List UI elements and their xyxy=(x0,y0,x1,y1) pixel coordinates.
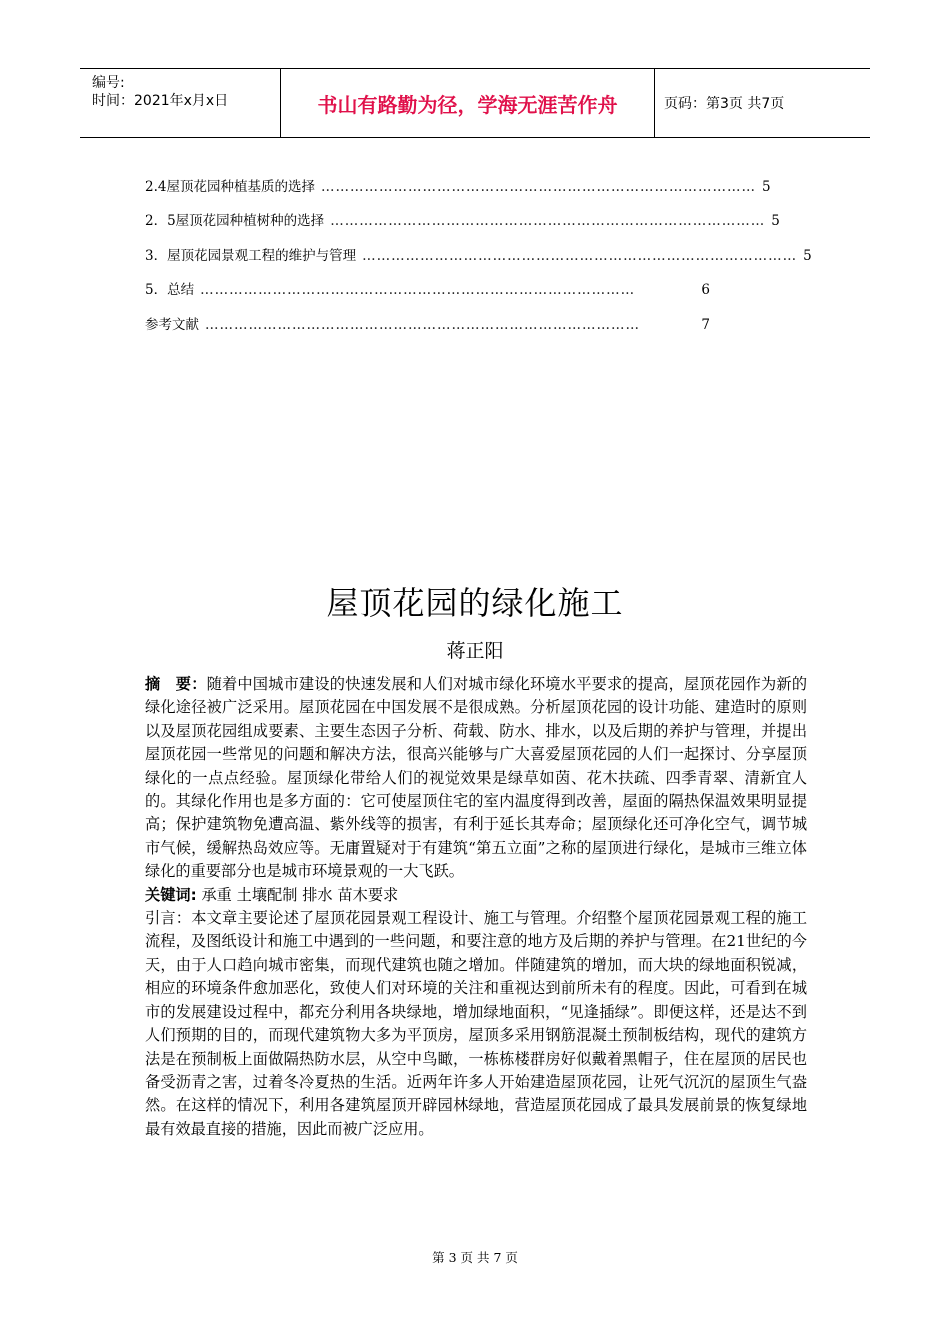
toc-leader: ……………………………………………………………………………… xyxy=(200,282,636,298)
abstract-text: 随着中国城市建设的快速发展和人们对城市绿化环境水平要求的提高，屋顶花园作为新的绿化途径被广泛采用。屋顶花园在中国发展不是很成熟。分析屋顶花园的设计功能、建造时的原则以及屋顶花园组成要素、主要生态因子分析、荷载、防水、排水，以及后期的养护与管理，并提出屋顶花园一些常见的问题和解决方法，很高兴能够与广大喜爱屋顶花园的人们一起探讨、分享屋顶绿化的一点点经验。屋顶绿化带给人们的视觉效果是绿草如茵、花木扶疏、四季青翠、清新宜人的。其绿化作用也是多方面的：它可使屋顶住宅的室内温度得到改善，屋面的隔热保温效果明显提高；保护建筑物免遭高温、紫外线等的损害，有利于延长其寿命；屋顶绿化还可净化空气，调节城市气候，缓解热岛效应等。无庸置疑对于有建筑“第五立面”之称的屋顶进行绿化，是城市三维立体绿化的重要部分也是城市环境景观的一大飞跃。 xyxy=(145,675,808,881)
intro-paragraph: 引言：本文章主要论述了屋顶花园景观工程设计、施工与管理。介绍整个屋顶花园景观工程的施工流程，及图纸设计和施工中遇到的一些问题，和要注意的地方及后期的养护与管理。在21世纪的今天，由于人口趋向城市密集，而现代建筑也随之增加。伴随建筑的增加，而大块的绿地面积锐减，相应的环境条件愈加恶化，致使人们对环境的关注和重视达到前所未有的程度。因此，可看到在城市的发展建设过程中，都充分利用各块绿地，增加绿地面积，“见逢插绿”。即便这样，还是达不到人们预期的目的，而现代建筑物大多为平顶房，屋顶多采用钢筋混凝土预制板结构，现代的建筑方法是在预制板上面做隔热防水层，从空中鸟瞰，一栋栋楼群房好似戴着黑帽子，住在屋顶的居民也备受沥青之害，过着冬冷夏热的生活。近两年许多人开始建造屋顶花园，让死气沉沉的屋顶生气盎然。在这样的情况下，利用各建筑屋顶开辟园林绿地，营造屋顶花园成了最具发展前景的恢复绿地最有效最直接的措施，因此而被广泛应用。 xyxy=(145,909,807,1138)
toc-leader: ……………………………………………………………………………… xyxy=(205,316,640,333)
keywords-paragraph xyxy=(145,884,807,907)
toc-leader: ……………………………………………………………………………… xyxy=(362,247,798,264)
page-footer: 第 3 页 共 7 页 xyxy=(432,1250,518,1265)
toc-leader: ……………………………………………………………………………… xyxy=(320,178,756,195)
toc-entry-page: 5 xyxy=(761,178,771,195)
toc-entry-label: 3．屋顶花园景观工程的维护与管理 xyxy=(145,247,357,264)
header-meta xyxy=(80,69,281,137)
article-title: 屋顶花园的绿化施工 xyxy=(326,584,624,622)
table-of-contents xyxy=(145,160,812,333)
keywords-label: 关键词: xyxy=(145,885,197,904)
number-label: 编号: xyxy=(92,75,125,91)
abstract-label: 摘 要： xyxy=(145,675,207,693)
toc-entry[interactable] xyxy=(145,298,710,333)
toc-entry[interactable] xyxy=(145,195,780,230)
article-body xyxy=(145,673,807,1141)
toc-entry[interactable] xyxy=(145,160,771,195)
toc-entry-label: 2.4屋顶花园种植基质的选择 xyxy=(145,178,315,195)
toc-entry[interactable] xyxy=(145,264,710,299)
toc-entry-label: 2．5屋顶花园种植树种的选择 xyxy=(145,213,325,229)
toc-entry-page: 5 xyxy=(803,247,812,264)
time-label: 时间：2021年x月x日 xyxy=(92,93,229,109)
toc-entry-page: 5 xyxy=(771,213,780,229)
abstract-paragraph xyxy=(145,673,807,884)
header-motto: 书山有路勤为径，学海无涯苦作舟 xyxy=(281,69,655,137)
keywords-text: 承重 土壤配制 排水 苗木要求 xyxy=(201,885,399,904)
toc-entry-label: 5．总结 xyxy=(145,282,195,298)
toc-entry-label: 参考文献 xyxy=(145,316,199,333)
toc-leader: ……………………………………………………………………………… xyxy=(330,213,766,229)
header-page-info: 页码：第3页 共7页 xyxy=(664,96,785,112)
article-author: 蒋正阳 xyxy=(446,640,504,662)
toc-entry[interactable] xyxy=(145,229,812,264)
toc-entry-page: 7 xyxy=(701,316,710,333)
toc-entry-page: 6 xyxy=(701,282,710,298)
page-header xyxy=(80,68,870,138)
